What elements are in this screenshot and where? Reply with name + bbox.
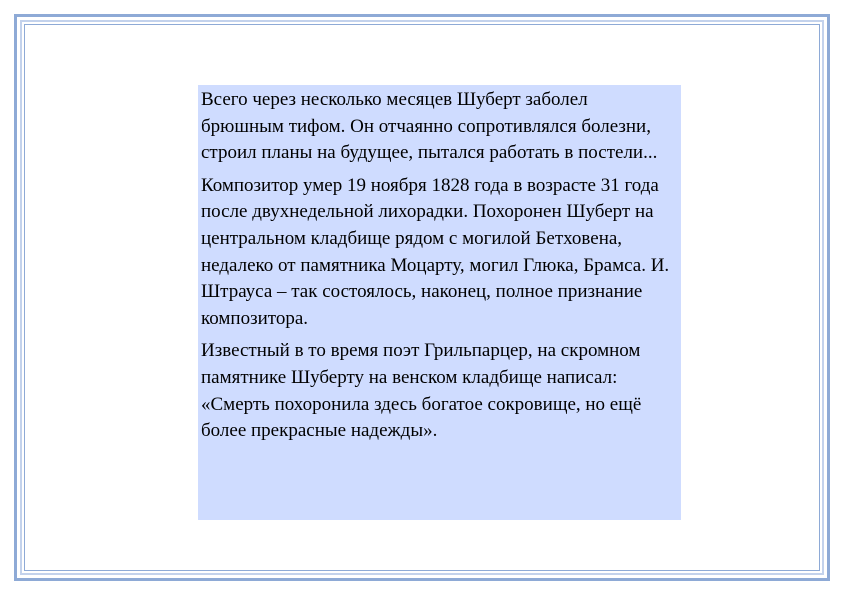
paragraph-death-and-burial: Композитор умер 19 ноября 1828 года в возрасте 31 года после двухнедельной лихорадки. Похоронен Шуберт на центральном кладбище рядом с могилой Бетховена, недалеко от памятника Моцарту, могил Глюка, Брамса. И. Штрауса – так состоялось, наконец, полное признание композитора. bbox=[201, 174, 670, 329]
text-box bbox=[198, 85, 681, 520]
paragraph-epitaph: Известный в то время поэт Грильпарцер, на скромном памятнике Шуберту на венском кладбище написал: «Смерть похоронила здесь богатое сокровище, но ещё более прекрасные надежды». bbox=[201, 340, 642, 442]
paragraph-illness: Всего через несколько месяцев Шуберт заболел брюшным тифом. Он отчаянно сопротивлялся болезни, строил планы на будущее, пытался работать в постели... bbox=[201, 89, 658, 164]
